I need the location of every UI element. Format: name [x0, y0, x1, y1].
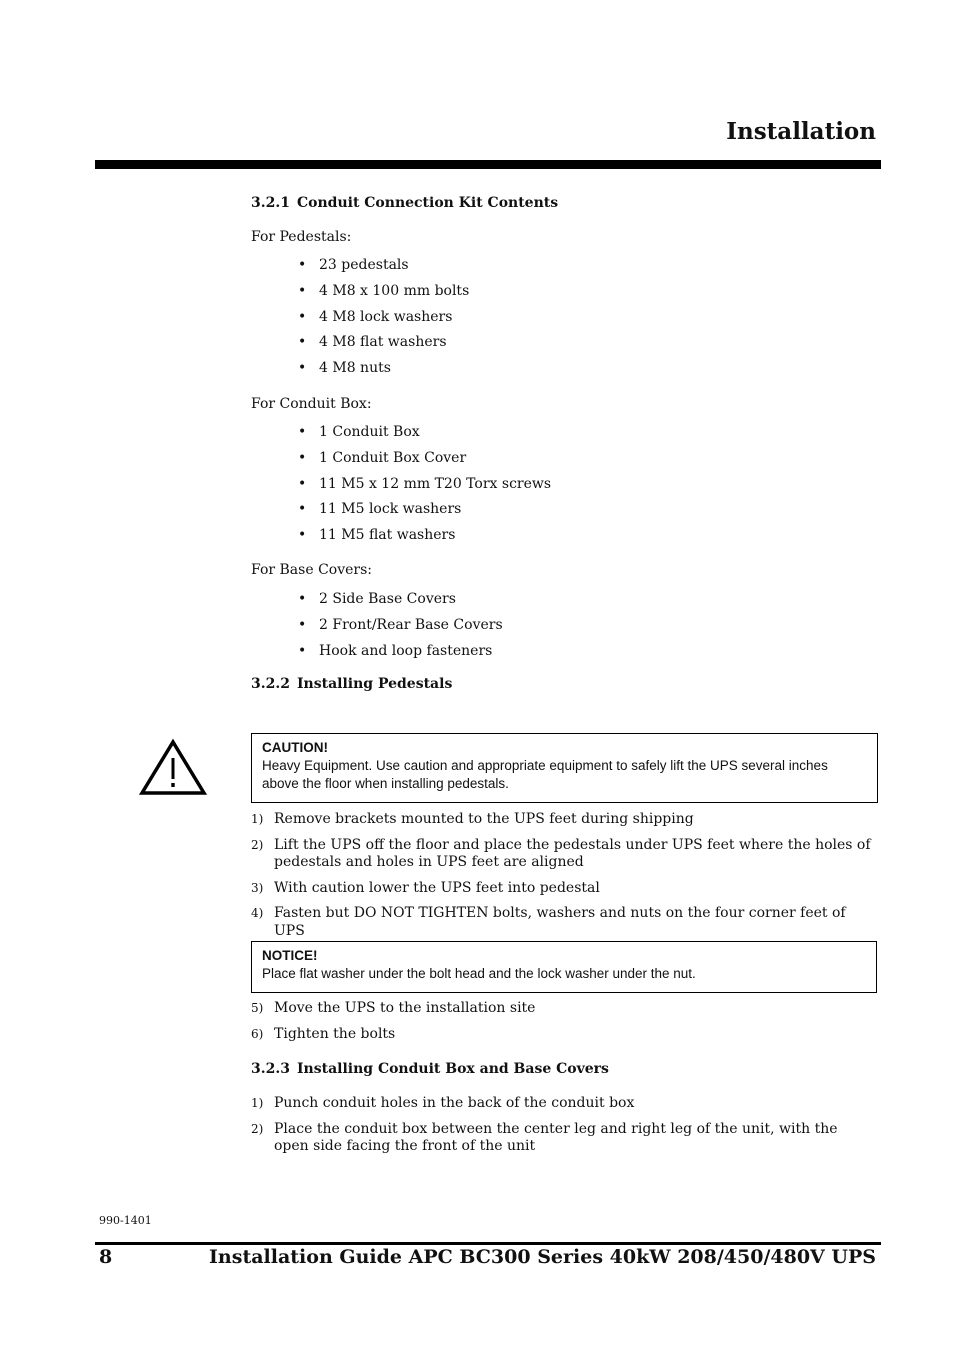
list-item: • Hook and loop fasteners [298, 642, 493, 659]
section-heading-3-2-2 [251, 676, 452, 692]
list-item: • 1 Conduit Box Cover [298, 449, 467, 466]
section-number: 3.2.2 [251, 676, 290, 692]
list-item: • 23 pedestals [298, 257, 409, 273]
list-item: • 4 M8 lock washers [298, 308, 453, 325]
list-item: • 2 Front/Rear Base Covers [298, 616, 503, 633]
section-number: 3.2.3 [251, 1061, 290, 1077]
page-number: 8 [99, 1246, 113, 1268]
list-item: 4) Fasten but DO NOT TIGHTEN bolts, washers and nuts on the four corner feet of UPS [251, 905, 846, 939]
section-heading-3-2-1 [251, 195, 558, 211]
list-item: 3) With caution lower the UPS feet into pedestal [251, 879, 600, 896]
pedestal-steps-list-continued [251, 1000, 871, 1043]
list-item: • 11 M5 lock washers [298, 501, 462, 518]
list-item: • 4 M8 flat washers [298, 334, 447, 351]
document-number: 990-1401 [99, 1214, 152, 1227]
section-title: Installing Pedestals [297, 676, 453, 692]
footer-rule [95, 1242, 881, 1245]
notice-label: NOTICE! [262, 948, 318, 963]
base-covers-list [298, 590, 503, 667]
caution-box [251, 733, 878, 803]
list-item: 1) Remove brackets mounted to the UPS feet during shipping [251, 811, 694, 827]
section-heading-3-2-3 [251, 1061, 609, 1077]
list-item: 6) Tighten the bolts [251, 1025, 396, 1042]
list-item: • 4 M8 nuts [298, 360, 391, 377]
list-item: 1) Punch conduit holes in the back of the conduit box [251, 1095, 635, 1111]
caution-label: CAUTION! [262, 740, 328, 755]
list-item: 2) Place the conduit box between the center leg and right leg of the unit, with the open side facing the front of the unit [251, 1120, 838, 1154]
conduit-box-steps-list [251, 1095, 871, 1156]
caution-text: Heavy Equipment. Use caution and appropriate equipment to safely lift the UPS several inches above the floor when installing pedestals. [262, 758, 828, 791]
chapter-title: Installation [726, 118, 876, 145]
section-title: Conduit Connection Kit Contents [297, 195, 559, 211]
warning-triangle-icon [139, 738, 207, 796]
list-item: • 2 Side Base Covers [298, 591, 456, 607]
conduit-box-intro: For Conduit Box: [251, 396, 372, 412]
list-item: • 11 M5 x 12 mm T20 Torx screws [298, 475, 552, 492]
list-item: 2) Lift the UPS off the floor and place the pedestals under UPS feet where the holes of pedestals and holes in UPS feet are aligned [251, 836, 871, 870]
list-item: • 11 M5 flat washers [298, 527, 456, 544]
pedestals-intro: For Pedestals: [251, 229, 352, 245]
notice-box [251, 941, 877, 993]
header-rule [95, 160, 881, 169]
pedestal-steps-list [251, 811, 871, 940]
footer-title: Installation Guide APC BC300 Series 40kW 208/450/480V UPS [209, 1246, 876, 1268]
pedestals-list [298, 256, 469, 385]
list-item: • 1 Conduit Box [298, 424, 420, 440]
list-item: 5) Move the UPS to the installation site [251, 1000, 536, 1016]
section-number: 3.2.1 [251, 195, 290, 211]
list-item: • 4 M8 x 100 mm bolts [298, 282, 470, 299]
base-covers-intro: For Base Covers: [251, 562, 373, 578]
section-title: Installing Conduit Box and Base Covers [297, 1061, 609, 1077]
conduit-box-list [298, 423, 551, 552]
notice-text: Place flat washer under the bolt head and the lock washer under the nut. [262, 966, 696, 981]
